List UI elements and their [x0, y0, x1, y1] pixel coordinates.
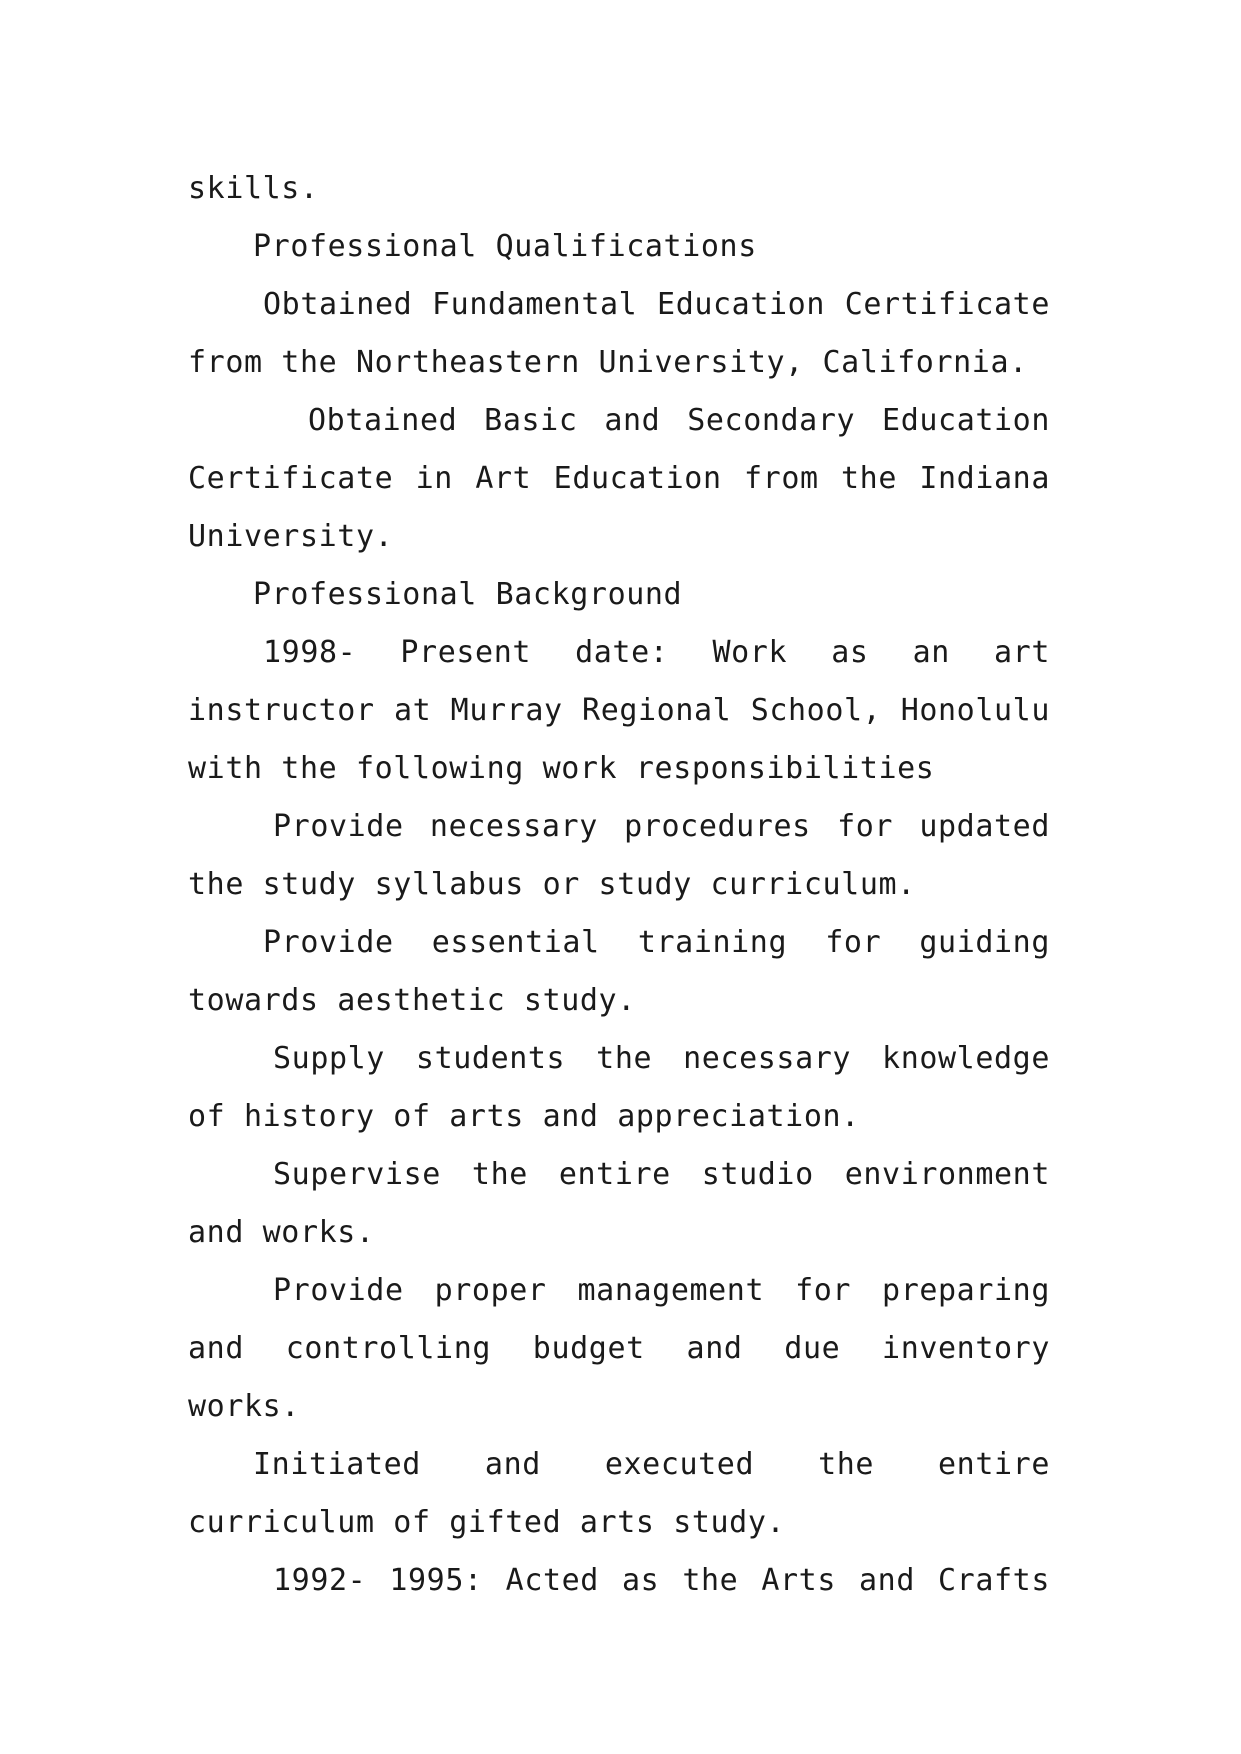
- paragraph-responsibility-3: Supply students the necessary knowledge of history of arts and appreciation.: [188, 1041, 1050, 1134]
- paragraph-continued: skills.: [188, 171, 319, 206]
- paragraph-responsibility-5: Provide proper management for preparing and controlling budget and due inventory works.: [188, 1273, 1050, 1424]
- document-body: [188, 160, 1050, 1610]
- section-heading-background: Professional Background: [253, 577, 683, 612]
- section-heading-qualifications: Professional Qualifications: [253, 229, 757, 264]
- paragraph-responsibility-2: Provide essential training for guiding towards aesthetic study.: [188, 925, 1050, 1018]
- paragraph-background-1998: 1998- Present date: Work as an art instructor at Murray Regional School, Honolulu with the following work responsibilities: [188, 635, 1050, 786]
- paragraph-qualification-1: Obtained Fundamental Education Certificate from the Northeastern University, California.: [188, 287, 1050, 380]
- paragraph-background-1992: 1992- 1995: Acted as the Arts and Crafts: [273, 1563, 1050, 1598]
- paragraph-responsibility-6: Initiated and executed the entire curriculum of gifted arts study.: [188, 1447, 1050, 1540]
- paragraph-qualification-2: Obtained Basic and Secondary Education Certificate in Art Education from the Indiana University.: [188, 403, 1050, 554]
- paragraph-responsibility-1: Provide necessary procedures for updated the study syllabus or study curriculum.: [188, 809, 1050, 902]
- paragraph-responsibility-4: Supervise the entire studio environment and works.: [188, 1157, 1050, 1250]
